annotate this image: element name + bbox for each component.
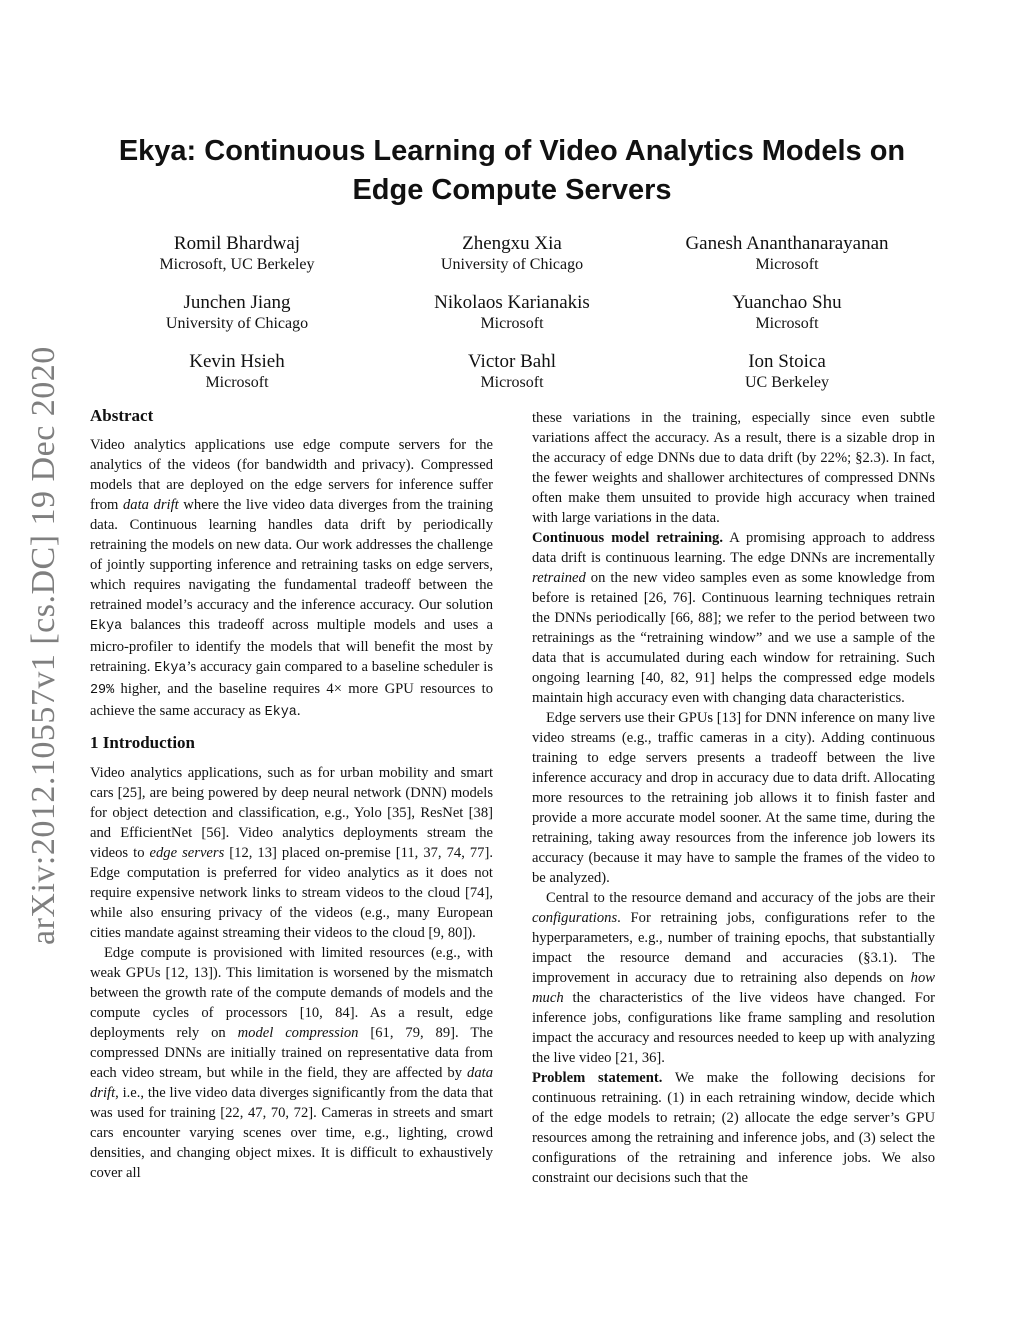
author-affiliation: Microsoft, UC Berkeley (159, 256, 315, 273)
continuous-retraining-paragraph: Continuous model retraining. A promising approach to address data drift is continuous learning. The edge DNNs are incrementally retrained on the new video samples even as some knowledge from before is retained [26, 76]. Continuous learning techniques retrain the DNNs periodically [66, 88]; we refer to the period between two retrainings as the “retraining window” and we use a sample of the data that is accumulated during each window for retraining. Such ongoing learning [40, 82, 91] helps the compressed edge models maintain high accuracy even with changing data characteristics. (532, 530, 935, 706)
author-affiliation: Microsoft (755, 256, 819, 273)
author-block (647, 351, 927, 393)
author-block (97, 233, 377, 275)
author-affiliation: Microsoft (755, 315, 819, 332)
author-block (647, 292, 927, 334)
author-name: Zhengxu Xia (462, 233, 562, 254)
author-name: Junchen Jiang (183, 292, 291, 313)
configurations-paragraph: Central to the resource demand and accuracy of the jobs are their configurations. For retraining jobs, configurations refer to the hyperparameters, e.g., number of training epochs, that substantially impact the resource demand and accuracies (§3.1). The improvement in accuracy due to retraining also depends on how much the characteristics of the live videos have changed. For inference jobs, configurations like frame sampling and resolution impact the accuracy and resources needed to keep up with analyzing the live video [21, 36]. (532, 890, 935, 1066)
author-name: Victor Bahl (467, 351, 557, 372)
author-name: Yuanchao Shu (732, 292, 842, 313)
author-block (97, 351, 377, 393)
paper-title: Ekya: Continuous Learning of Video Analytics Models on Edge Compute Servers (118, 135, 906, 206)
author-name: Nikolaos Karianakis (434, 292, 590, 313)
author-block (372, 292, 652, 334)
author-name: Kevin Hsieh (189, 351, 285, 372)
intro-paragraph-2: Edge compute is provisioned with limited resources (e.g., with weak GPUs [12, 13]). This limitation is worsened by the mismatch between the growth rate of the compute demands of models and the compute cycles of processors [10, 84]. As a result, edge deployments rely on model compression [61, 79, 89]. The compressed DNNs are initially trained on representative data from each video stream, but while in the field, they are affected by data drift, i.e., the live video data diverges significantly from the data that was used for training [22, 47, 70, 72]. Cameras in streets and smart cars encounter varying scenes over time, e.g., lighting, crowd densities, and changing object mixes. It is difficult to exhaustively cover all (90, 945, 494, 1181)
author-affiliation: Microsoft (480, 374, 544, 391)
author-block (97, 292, 377, 334)
problem-statement-paragraph: Problem statement. We make the following decisions for continuous retraining. (1) in each retraining window, decide which of the edge models to retrain; (2) allocate the edge server’s GPU resources among the retraining and inference jobs, and (3) select the configurations of the retraining and inference jobs. We also constraint our decisions such that the (532, 1070, 936, 1186)
abstract-heading: Abstract (90, 406, 154, 425)
author-block (372, 351, 652, 393)
left-column (90, 405, 493, 1183)
author-block (647, 233, 927, 275)
introduction-heading: 1 Introduction (90, 733, 196, 752)
author-affiliation: Microsoft (480, 315, 544, 332)
intro-paragraph-1: Video analytics applications, such as for urban mobility and smart cars [25], are being powered by deep neural network (DNN) models for object detection and classification, e.g., Yolo [35], ResNet [38] and EfficientNet [56]. Video analytics deployments stream the videos to edge servers [12, 13] placed on-premise [11, 37, 74, 77]. Edge computation is preferred for video analytics as it does not require expensive network links to stream videos to the cloud [74], while also ensuring privacy of the videos (e.g., many European cities mandate against streaming their videos to the cloud [9, 80]). (90, 765, 493, 941)
author-affiliation: UC Berkeley (745, 374, 829, 391)
author-name: Ion Stoica (748, 351, 826, 372)
edge-servers-paragraph: Edge servers use their GPUs [13] for DNN inference on many live video streams (e.g., traffic cameras in a city). Adding continuous training to edge servers presents a tradeoff between the live inference accuracy and drop in accuracy due to data drift. Allocating more resources to the retraining job allows it to finish faster and provide a more accurate model sooner. At the same time, during the retraining, taking away resources from the inference job lowers its accuracy (because it may have to sample the frames of the video to be analyzed). (532, 710, 935, 886)
author-name: Ganesh Ananthanarayanan (685, 233, 889, 254)
author-affiliation: University of Chicago (165, 315, 309, 332)
intro-paragraph-continued: these variations in the training, especially since even subtle variations affect the accuracy. As a result, there is a sizable drop in the accuracy of edge DNNs due to data drift (by 22%; §2.3). In fact, the fewer weights and shallower architectures of compressed DNNs often make them unsuited to provide high accuracy when trained with large variations in the data. (532, 410, 935, 526)
run-in-heading: Problem statement. (532, 1070, 663, 1086)
abstract-paragraph: Video analytics applications use edge compute servers for the analytics of the videos (for bandwidth and privacy). Compressed models that are deployed on the edge servers for inference suffer from data drift where the live video data diverges from the training data. Continuous learning handles data drift by periodically retraining the models on new data. Our work addresses the challenge of jointly supporting inference and retraining tasks on edge servers, which requires navigating the fundamental tradeoff between the retrained model’s accuracy and the inference accuracy. Our solution Ekya balances this tradeoff across multiple models and uses a micro-profiler to identify the models that will benefit the most by retraining. Ekya’s accuracy gain compared to a baseline scheduler is 29% higher, and the baseline requires 4× more GPU resources to achieve the same accuracy as Ekya. (90, 437, 494, 720)
author-affiliation: University of Chicago (440, 256, 584, 273)
run-in-heading: Continuous model retraining. (532, 530, 724, 546)
right-column (532, 408, 935, 1188)
author-affiliation: Microsoft (205, 374, 269, 391)
author-name: Romil Bhardwaj (173, 233, 301, 254)
arxiv-identifier: arXiv:2012.10557v1 [cs.DC] 19 Dec 2020 (25, 346, 62, 945)
author-block (372, 233, 652, 275)
